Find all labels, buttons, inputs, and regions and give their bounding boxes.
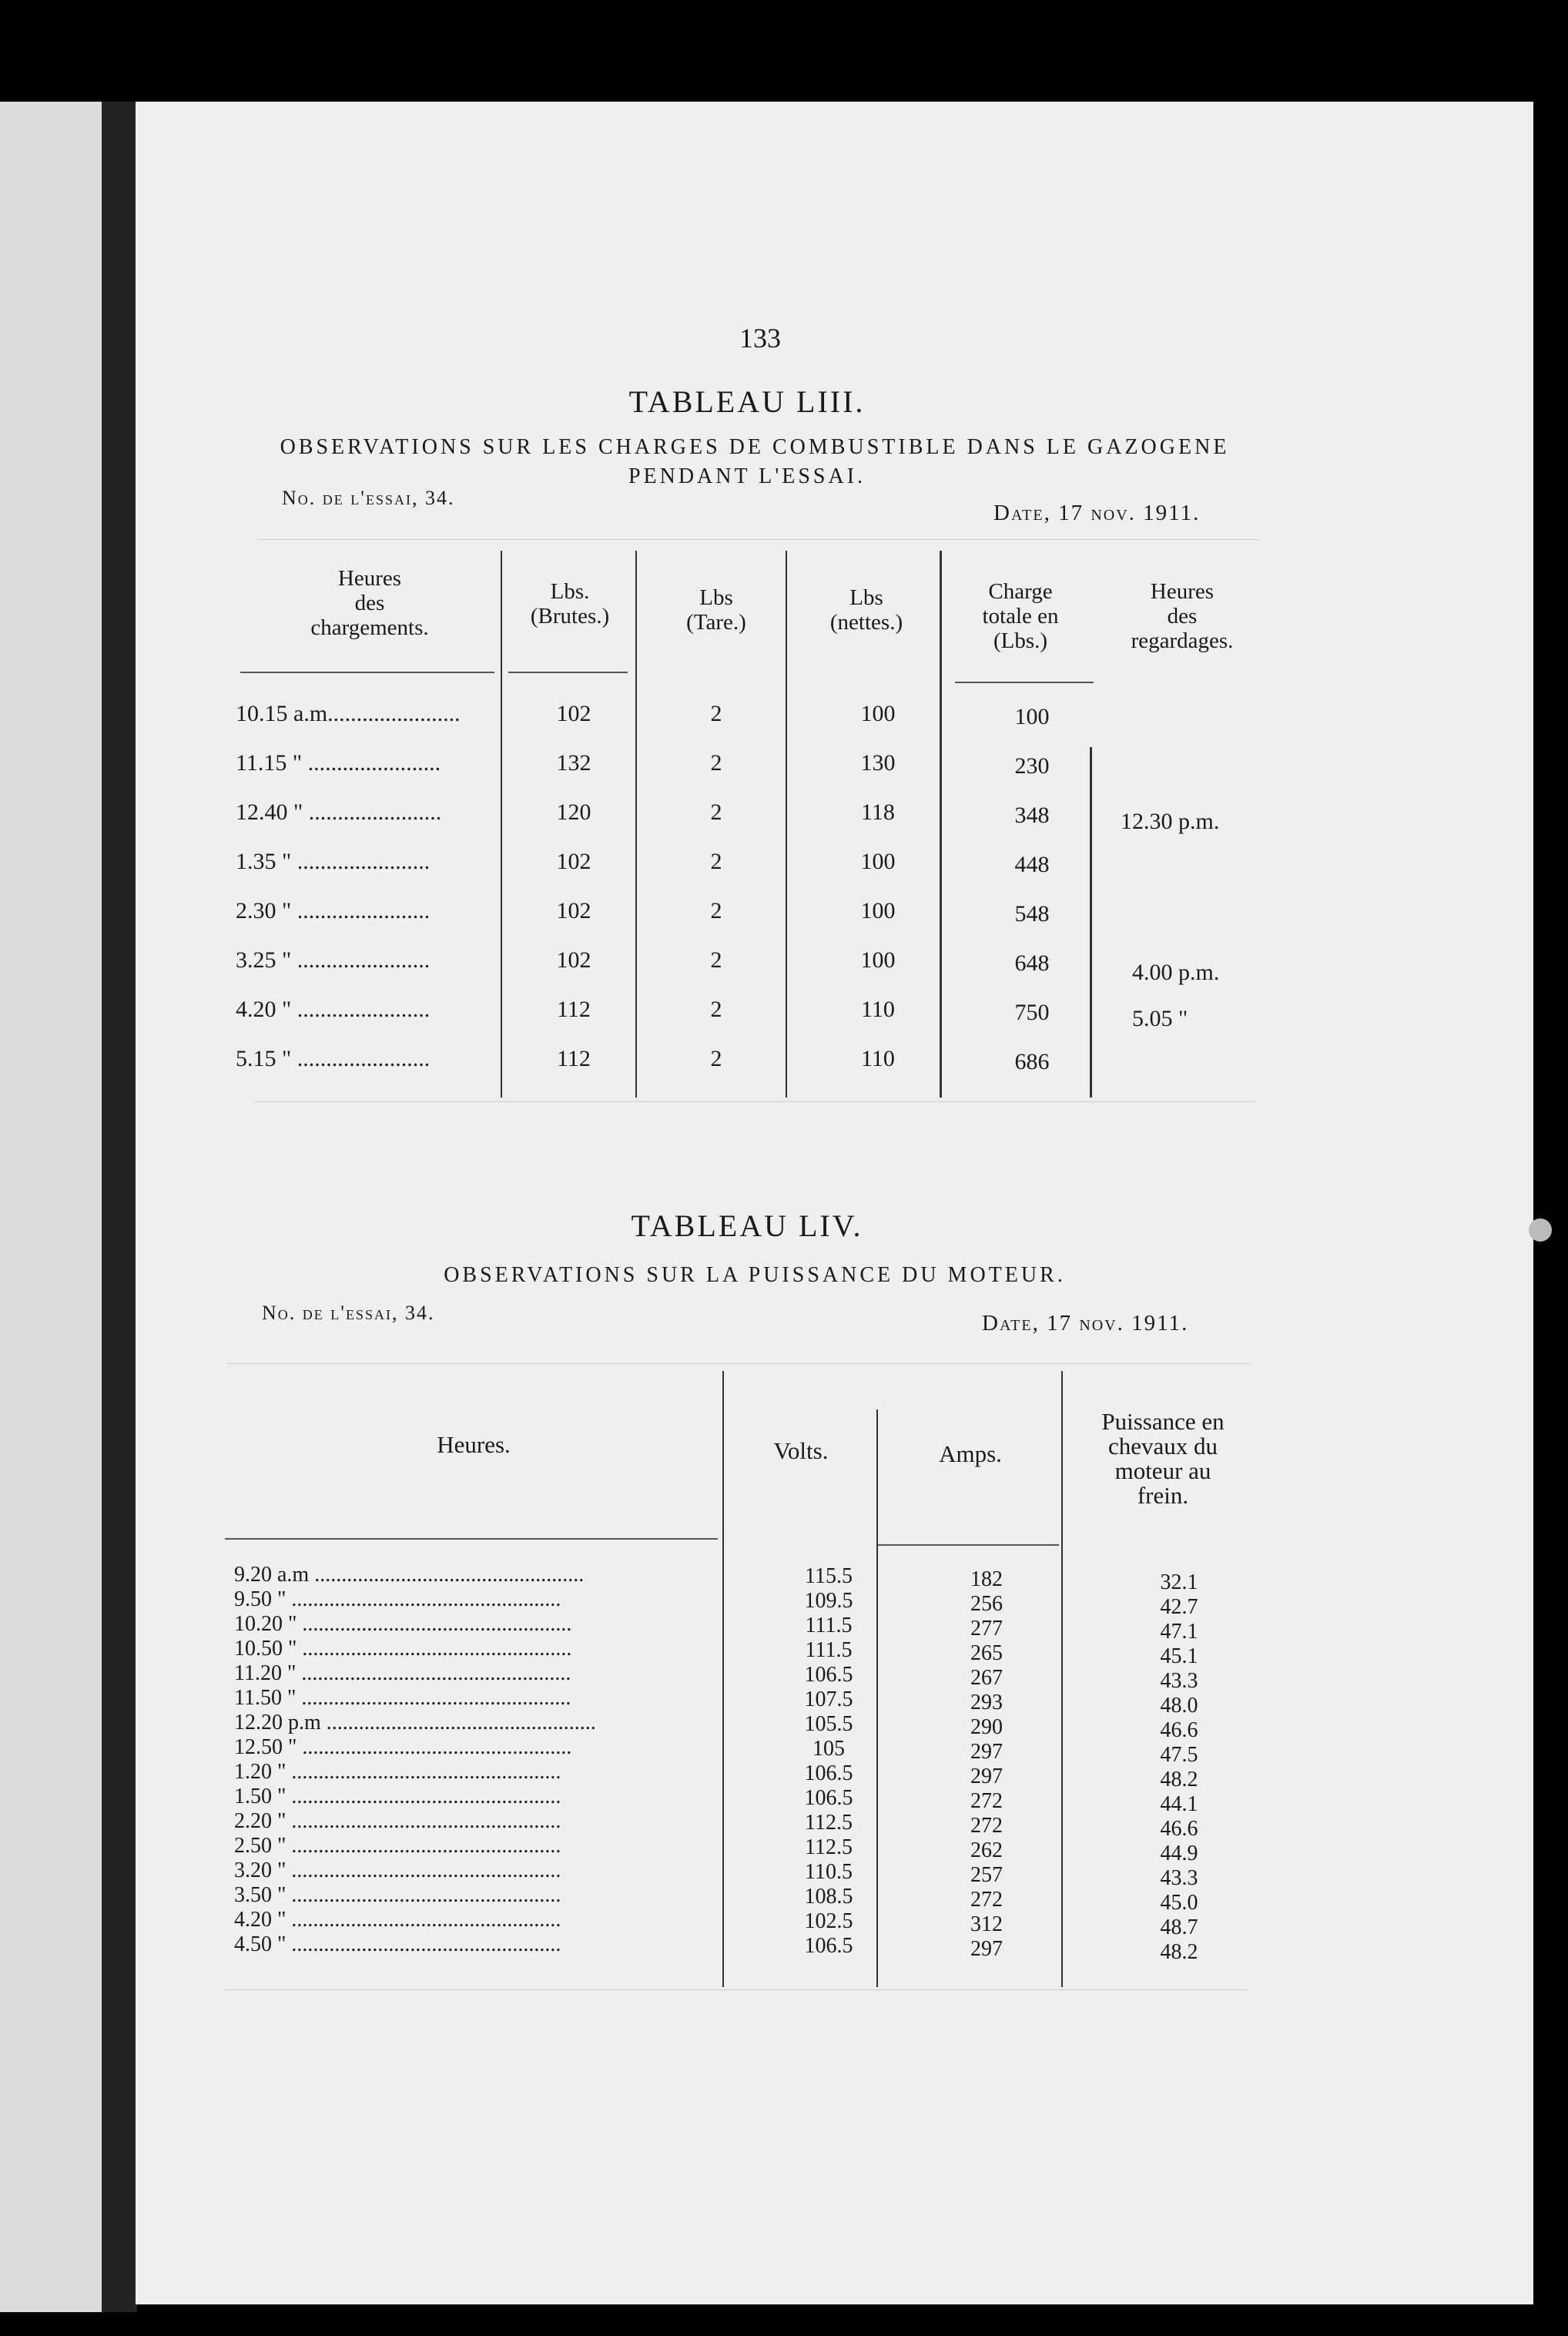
table54-subtitle: OBSERVATIONS SUR LA PUISSANCE DU MOTEUR.: [444, 1263, 1066, 1287]
table54-amps: 277: [970, 1617, 1003, 1641]
table54-header-volts: Volts.: [773, 1437, 829, 1464]
table54-volts: 106.5: [804, 1786, 853, 1810]
table54-amps: 265: [970, 1641, 1003, 1665]
table54-volts: 106.5: [804, 1761, 853, 1785]
table54-power: 48.2: [1160, 1940, 1198, 1964]
table53-regardage: 4.00 p.m.: [1132, 960, 1220, 985]
table-row: [228, 1613, 1252, 1644]
table53-totale: 100: [1014, 704, 1050, 729]
table53-tare: 2: [710, 947, 722, 973]
table54-power: 48.7: [1160, 1915, 1198, 1939]
table53-time: 1.35 " .......................: [236, 849, 431, 874]
table54-amps: 272: [970, 1888, 1003, 1912]
table54-time: 3.50 " ..................................................: [234, 1884, 561, 1907]
header-text: Heures: [1150, 579, 1215, 604]
header-text: Heures: [337, 566, 402, 591]
table54-volts: 115.5: [805, 1564, 853, 1588]
table54-power: 45.0: [1160, 1891, 1198, 1915]
table54-power: 42.7: [1160, 1595, 1198, 1619]
table54-volts: 106.5: [804, 1934, 853, 1958]
table54-power: 43.3: [1160, 1669, 1198, 1693]
header-text: (nettes.): [829, 610, 903, 635]
table54-header-rule: [878, 1544, 1059, 1546]
table54-time: 12.50 " ..................................................: [234, 1736, 572, 1759]
table54-volts: 110.5: [805, 1860, 853, 1884]
table54-amps: 297: [970, 1937, 1003, 1961]
table54-volts: 111.5: [805, 1638, 853, 1662]
table54-bottom-rule: [223, 1989, 1248, 1990]
table53-column-rule: [786, 551, 787, 1098]
table54-power: 44.9: [1160, 1842, 1198, 1865]
table54-time: 12.20 p.m ..................................................: [234, 1711, 596, 1734]
table-row: [228, 1761, 1252, 1791]
table54-header-puissance: [1070, 1409, 1255, 1508]
table54-power: 46.6: [1160, 1718, 1198, 1742]
table54-volts: 112.5: [805, 1811, 853, 1835]
table54-time: 1.50 " ..................................................: [234, 1785, 561, 1808]
header-text: (Brutes.): [530, 604, 610, 628]
table53-nettes: 110: [861, 1046, 895, 1071]
table-row: [228, 1588, 1252, 1619]
table54-time: 2.50 " ..................................................: [234, 1835, 561, 1858]
table54-power: 48.0: [1160, 1694, 1198, 1718]
table54-power: 48.2: [1160, 1768, 1198, 1791]
table54-header-heures: Heures.: [437, 1431, 511, 1458]
table54-volts: 105: [812, 1737, 845, 1761]
table54-volts: 109.5: [804, 1589, 853, 1613]
table53-brutes: 120: [556, 799, 591, 825]
table-row: [228, 1563, 1252, 1594]
table53-tare: 2: [710, 997, 722, 1022]
table53-nettes: 100: [860, 849, 896, 874]
page-number: 133: [739, 323, 781, 354]
table54-volts: 112.5: [805, 1835, 853, 1859]
header-text: (Tare.): [686, 610, 746, 635]
header-text: (Lbs.): [993, 628, 1048, 653]
table54-time: 11.50 " ..................................................: [234, 1687, 571, 1710]
table53-column-rule: [635, 551, 637, 1098]
table53-header-rule: [240, 672, 494, 673]
header-text: regardages.: [1131, 628, 1234, 653]
table54-amps: 297: [970, 1740, 1003, 1764]
table53-totale: 750: [1014, 1000, 1050, 1025]
document-page: [136, 102, 1533, 2304]
table53-totale: 448: [1014, 852, 1050, 877]
table54-time: 4.50 " ..................................................: [234, 1933, 561, 1956]
table54-amps: 293: [970, 1691, 1003, 1714]
table54-amps: 256: [970, 1592, 1003, 1616]
table53-totale: 648: [1014, 950, 1050, 976]
table53-nettes: 100: [860, 947, 896, 973]
table53-header-heures: [254, 566, 485, 640]
table54-amps: 182: [970, 1567, 1003, 1591]
table53-header-nettes: [797, 585, 936, 635]
table53-date: Date, 17 nov. 1911.: [993, 501, 1201, 525]
table54-amps: 272: [970, 1814, 1003, 1838]
table53-tare: 2: [710, 701, 722, 726]
table54-time: 10.20 " ..................................................: [234, 1613, 572, 1636]
table-row: [228, 1785, 1252, 1816]
table53-totale: 230: [1014, 753, 1050, 779]
table54-top-rule: [227, 1363, 1251, 1364]
table53-nettes: 118: [861, 799, 895, 825]
table54-power: 47.5: [1160, 1743, 1198, 1767]
table53-header-tare: [651, 585, 782, 635]
table54-title: TABLEAU LIV.: [631, 1208, 863, 1243]
table53-time: 5.15 " .......................: [236, 1046, 431, 1071]
header-text: totale en: [982, 604, 1059, 628]
table54-volts: 111.5: [805, 1614, 853, 1637]
table53-regardage: 5.05 ": [1132, 1006, 1188, 1031]
table-row: [228, 1662, 1252, 1693]
table53-subtitle-line2: PENDANT L'ESSAI.: [628, 464, 866, 488]
table-row: [228, 1810, 1252, 1841]
table53-test-number: No. de l'essai, 34.: [282, 487, 455, 509]
table53-header-totale: [947, 579, 1094, 653]
table53-totale: 348: [1014, 803, 1050, 828]
header-text: chargements.: [310, 615, 429, 640]
header-text: Charge: [988, 579, 1053, 604]
table53-nettes: 100: [860, 701, 896, 726]
table53-column-rule: [940, 551, 942, 1098]
table53-column-rule: [1090, 747, 1092, 1098]
table-row: [228, 1736, 1252, 1767]
table54-time: 10.50 " ..................................................: [234, 1637, 572, 1661]
table53-tare: 2: [710, 1046, 722, 1071]
table54-time: 3.20 " ..................................................: [234, 1859, 561, 1882]
table-row: [228, 1909, 1252, 1939]
table53-time: 4.20 " .......................: [236, 997, 431, 1022]
table53-brutes: 112: [557, 1046, 591, 1071]
table53-totale: 686: [1014, 1049, 1050, 1074]
table54-amps: 297: [970, 1765, 1003, 1788]
table54-header-rule: [225, 1538, 718, 1540]
page-binding-shadow: [102, 102, 137, 2312]
table54-time: 9.50 " ..................................................: [234, 1588, 561, 1611]
table53-time: 3.25 " .......................: [236, 947, 431, 973]
table54-amps: 272: [970, 1789, 1003, 1813]
table53-tare: 2: [710, 849, 722, 874]
table54-amps: 262: [970, 1838, 1003, 1862]
table53-brutes: 102: [556, 701, 591, 726]
table54-time: 1.20 " ..................................................: [234, 1761, 561, 1784]
table54-amps: 290: [970, 1715, 1003, 1739]
table53-regardage: 12.30 p.m.: [1121, 809, 1220, 834]
table53-subtitle-line1: OBSERVATIONS SUR LES CHARGES DE COMBUSTIBLE DANS LE GAZOGENE: [280, 435, 1230, 459]
table54-amps: 267: [970, 1666, 1003, 1690]
table53-header-rule: [955, 682, 1094, 683]
table54-amps: 257: [970, 1863, 1003, 1887]
table54-date: Date, 17 nov. 1911.: [982, 1311, 1189, 1336]
table54-volts: 107.5: [804, 1687, 853, 1711]
table54-time: 9.20 a.m ..................................................: [234, 1563, 585, 1587]
table53-tare: 2: [710, 799, 722, 825]
table53-totale: 548: [1014, 901, 1050, 927]
table54-volts: 108.5: [804, 1885, 853, 1909]
table53-nettes: 110: [861, 997, 895, 1022]
table54-power: 47.1: [1160, 1620, 1198, 1644]
table53-bottom-rule: [254, 1101, 1255, 1102]
table-row: [228, 1711, 1252, 1742]
table54-power: 46.6: [1160, 1817, 1198, 1841]
table53-tare: 2: [710, 750, 722, 776]
table54-power: 32.1: [1160, 1570, 1198, 1594]
table53-header-rule: [508, 672, 628, 673]
table54-amps: 312: [970, 1912, 1003, 1936]
table54-header-amps: Amps.: [939, 1440, 1002, 1467]
table53-tare: 2: [710, 898, 722, 923]
table53-column-rule: [501, 551, 502, 1098]
table54-volts: 106.5: [804, 1663, 853, 1687]
table-row: [228, 1884, 1252, 1915]
table54-test-number: No. de l'essai, 34.: [262, 1302, 435, 1324]
header-text: chevaux du: [1107, 1433, 1218, 1460]
table53-header-brutes: [504, 579, 635, 628]
table53-time: 2.30 " .......................: [236, 898, 431, 923]
table53-nettes: 100: [860, 898, 896, 923]
header-text: des: [1167, 604, 1198, 628]
table53-brutes: 102: [556, 947, 591, 973]
table54-time: 2.20 " ..................................................: [234, 1810, 561, 1833]
table-row: [228, 1859, 1252, 1890]
table53-time: 12.40 " .......................: [236, 799, 442, 825]
table53-brutes: 132: [556, 750, 591, 776]
header-text: des: [354, 591, 385, 615]
table54-volts: 102.5: [804, 1909, 853, 1933]
table-row: [228, 1687, 1252, 1718]
table53-brutes: 112: [557, 997, 591, 1022]
table53-time: 11.15 " .......................: [236, 750, 441, 776]
table53-nettes: 130: [860, 750, 896, 776]
table54-time: 11.20 " ..................................................: [234, 1662, 571, 1685]
header-text: moteur au: [1114, 1457, 1211, 1484]
table53-title: TABLEAU LIII.: [628, 384, 866, 419]
table53-header-regardages: [1101, 579, 1263, 653]
table-row: [228, 1637, 1252, 1668]
table54-power: 45.1: [1160, 1644, 1198, 1668]
table53-brutes: 102: [556, 898, 591, 923]
table53-top-rule: [258, 539, 1259, 540]
header-text: Lbs.: [550, 579, 590, 604]
table54-power: 43.3: [1160, 1866, 1198, 1890]
table-row: [228, 1933, 1252, 1964]
header-text: Lbs: [849, 585, 883, 610]
scan-artifact: [1529, 1218, 1552, 1242]
header-text: frein.: [1137, 1482, 1189, 1509]
table53-brutes: 102: [556, 849, 591, 874]
table54-time: 4.20 " ..................................................: [234, 1909, 561, 1932]
header-text: Lbs: [699, 585, 733, 610]
table54-volts: 105.5: [804, 1712, 853, 1736]
table53-time: 10.15 a.m.......................: [236, 701, 461, 726]
table-row: [228, 1835, 1252, 1865]
header-text: Puissance en: [1101, 1408, 1225, 1435]
table54-power: 44.1: [1160, 1792, 1198, 1816]
previous-page-edge: [0, 102, 116, 2312]
